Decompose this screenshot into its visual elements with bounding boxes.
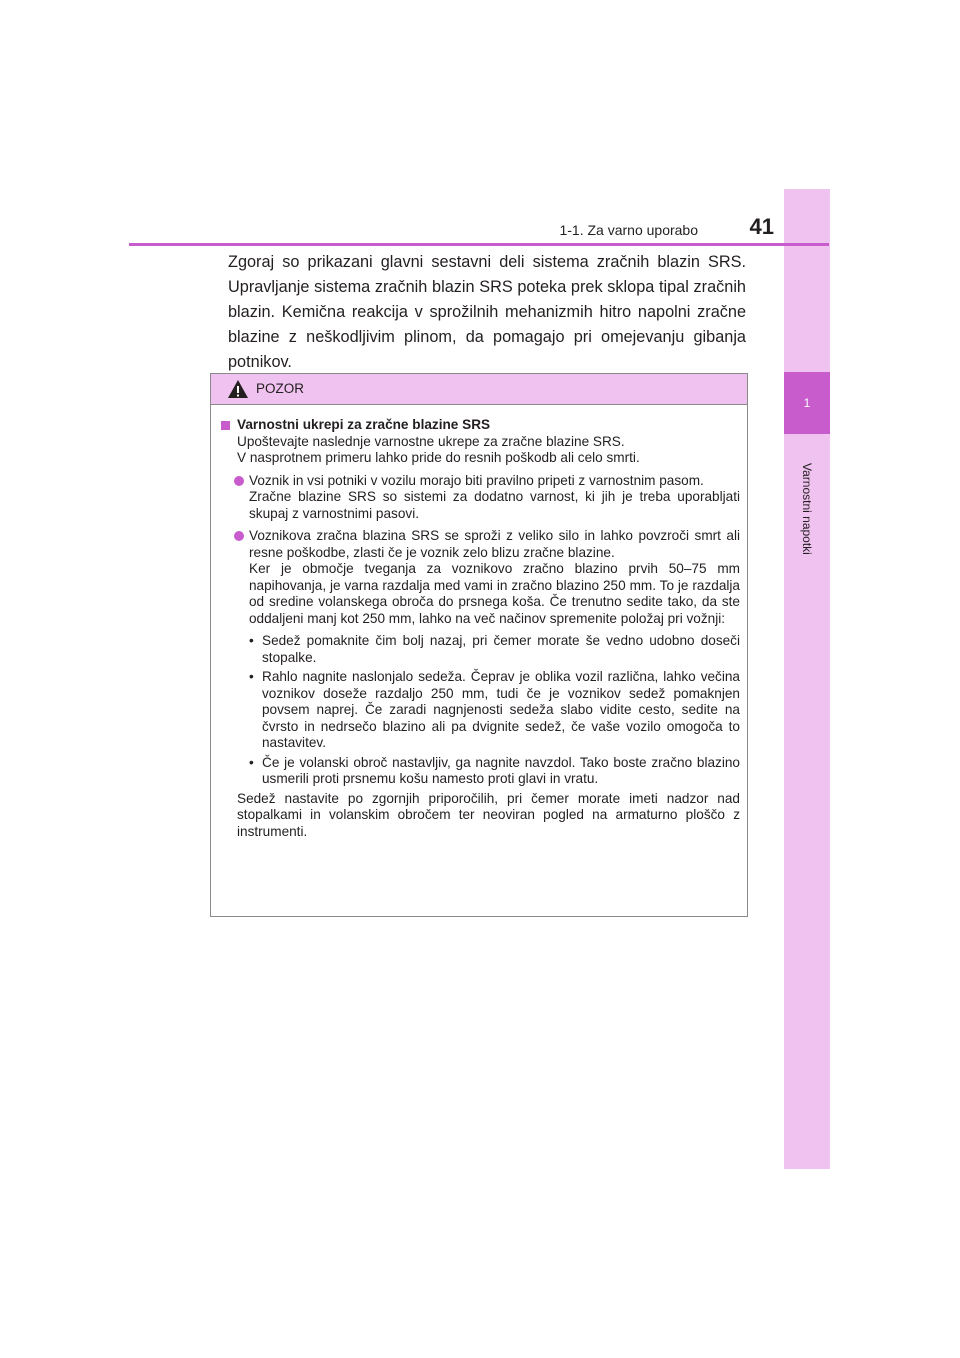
list-item-text: Če je volanski obroč nastavljiv, ga nagnite navzdol. Tako boste zračno blazino usmerili proti prsnemu košu namesto proti glavi in vratu. — [262, 754, 740, 786]
list-item — [249, 633, 740, 666]
warning-header — [211, 374, 747, 405]
intro-paragraph: Zgoraj so prikazani glavni sestavni deli sistema zračnih blazin SRS. Upravljanje sistema zračnih blazin SRS poteka prek sklopa tipal zračnih blazin. Kemična reakcija v sprožilnih mehanizmih hitro napolni zračne blazine z neškodljivim plinom, da pomagajo pri omejevanju gibanja potnikov. — [228, 253, 746, 371]
warning-lead-1: Upoštevajte naslednje varnostne ukrepe za zračne blazine SRS. — [237, 433, 625, 449]
list-item — [249, 669, 740, 752]
warning-subheading — [218, 417, 740, 434]
warning-item-seatbelt-text-2: Zračne blazine SRS so sistemi za dodatno varnost, ki jih je treba uporabljati skupaj z varnostnimi pasovi. — [249, 489, 740, 521]
chapter-label: Varnostni napotki — [800, 463, 814, 555]
circle-bullet-icon — [234, 476, 244, 486]
warning-item-seatbelt-text-1: Voznik in vsi potniki v vozilu morajo biti pravilno pripeti z varnostnim pasom. — [249, 472, 704, 488]
warning-item-driver-airbag-detail: Ker je območje tveganja za voznikovo zračno blazino prvih 50–75 mm napihovanja, je varna razdalja med vami in zračno blazino 250 mm. To je razdalja od sredine volanskega obroča do prsnega koša. Če trenutno sedite tako, da ste oddaljeni manj kot 250 mm, lahko na več načinov spremenite položaj pri vožnji: — [249, 561, 740, 626]
warning-box — [210, 373, 748, 917]
page-number: 41 — [749, 214, 774, 239]
warning-closing: Sedež nastavite po zgornjih priporočilih, pri čemer morate imeti nadzor nad stopalkami in volanskim obročem ter neoviran pogled na armaturno ploščo z instrumenti. — [237, 790, 740, 839]
section-title: 1-1. Za varno uporabo — [559, 222, 698, 238]
list-item — [249, 754, 740, 788]
bullet-marker: • — [249, 633, 254, 648]
square-bullet-icon — [221, 421, 230, 430]
chapter-side-tab — [784, 189, 830, 1169]
bullet-marker: • — [249, 669, 254, 684]
warning-label: POZOR — [256, 381, 305, 396]
position-tips-list — [218, 633, 740, 788]
list-item-text: Sedež pomaknite čim bolj nazaj, pri čemer morate še vedno udobno doseči stopalke. — [262, 633, 740, 665]
warning-item-seatbelt — [218, 473, 740, 523]
warning-item-driver-airbag — [218, 528, 740, 561]
warning-triangle-icon — [227, 379, 249, 399]
warning-subheading-text: Varnostni ukrepi za zračne blazine SRS — [237, 417, 491, 432]
header-rule — [129, 243, 829, 246]
warning-lead-2: V nasprotnem primeru lahko pride do resnih poškodb ali celo smrti. — [237, 450, 640, 465]
bullet-marker: • — [249, 754, 254, 770]
chapter-number: 1 — [784, 372, 830, 434]
list-item-text: Rahlo nagnite naslonjalo sedeža. Čeprav je oblika vozil različna, lahko večina voznikov doseže razdaljo 250 mm, tudi če je voznikov sedež pomaknjen povsem naprej. Če zaradi nagnjenosti sedeža slabo vidite cesto, sedite na čvrsto in nedrsečo blazino ali pa dvignite sedež, če vaše vozilo omogoča to nastavitev. — [262, 669, 740, 750]
circle-bullet-icon — [234, 531, 244, 541]
warning-body — [211, 405, 747, 840]
warning-item-driver-airbag-text: Voznikova zračna blazina SRS se sproži z veliko silo in lahko povzroči smrt ali resne poškodbe, zlasti če je voznik zelo blizu zračne blazine. — [249, 528, 740, 560]
